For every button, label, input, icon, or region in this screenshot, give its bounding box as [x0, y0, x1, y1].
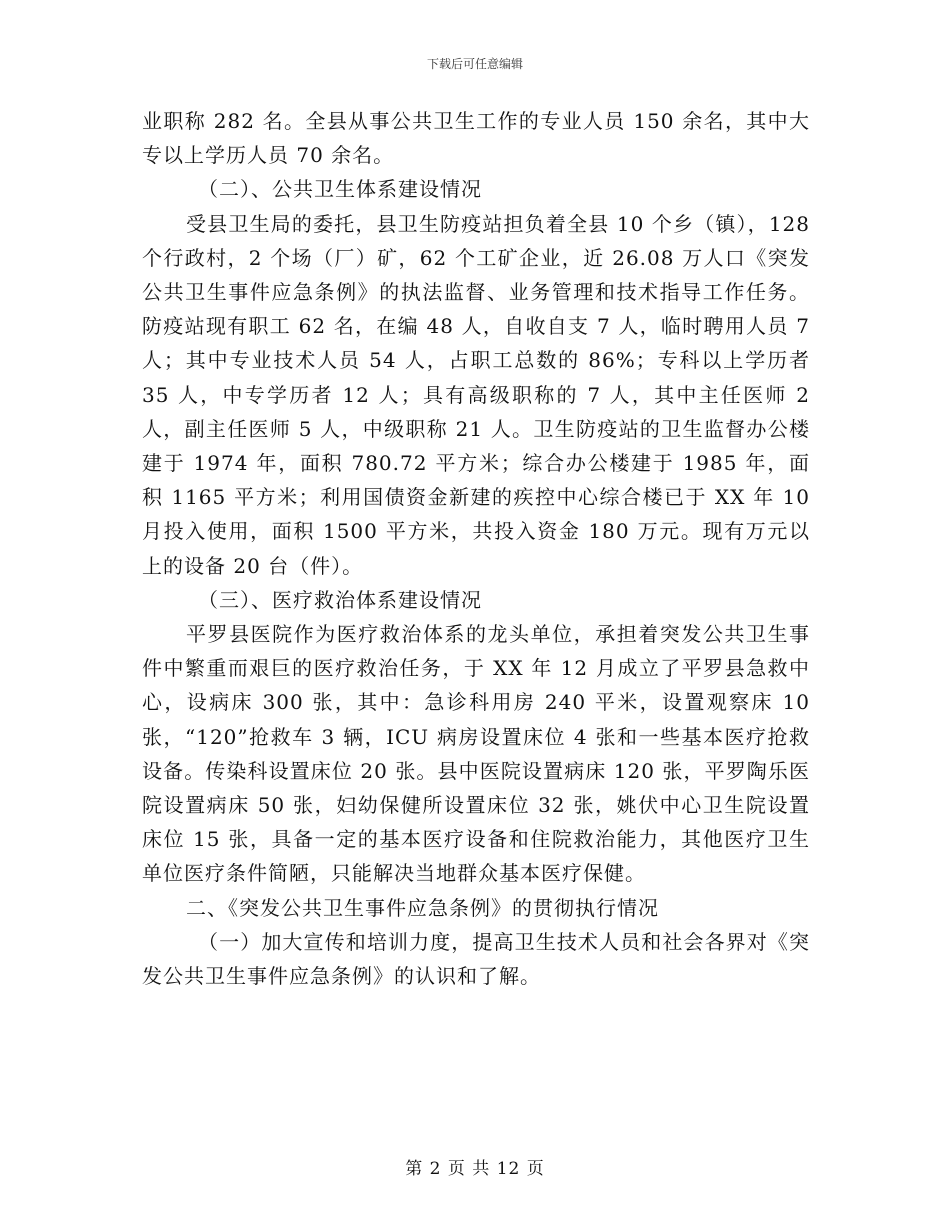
document-body	[142, 104, 810, 993]
paragraph-staff-summary: 业职称 282 名。全县从事公共卫生工作的专业人员 150 余名，其中大专以上学历人员 70 余名。	[142, 109, 810, 168]
section-heading-medical-treatment: （三）、医疗救治体系建设情况	[198, 587, 482, 612]
paragraph-epidemic-station: 受县卫生局的委托，县卫生防疫站担负着全县 10 个乡（镇），128 个行政村，2 个场（厂）矿，62 个工矿企业，近 26.08 万人口《突发公共卫生事件应急条例》的执法监督、业务管理和技术指导工作任务。防疫站现有职工 62 名，在编 48 人，自收自支 7 人，临时聘用人员 7 人；其中专业技术人员 54 人，占职工总数的 86%；专科以上学历者 35 人，中专学历者 12 人；具有高级职称的 7 人，其中主任医师 2 人，副主任医师 5 人，中级职称 21 人。卫生防疫站的卫生监督办公楼建于 1974 年，面积 780.72 平方米；综合办公楼建于 1985 年，面积 1165 平方米；利用国债资金新建的疾控中心综合楼已于 XX 年 10 月投入使用，面积 1500 平方米，共投入资金 180 万元。现有万元以上的设备 20 台（件）。	[142, 211, 810, 578]
page-number: 第 2 页 共 12 页	[405, 1159, 545, 1179]
section-heading-regulation-implementation: 二、《突发公共卫生事件应急条例》的贯彻执行情况	[186, 895, 659, 920]
paragraph-publicity-training: （一）加大宣传和培训力度，提高卫生技术人员和社会各界对《突发公共卫生事件应急条例》的认识和了解。	[142, 929, 810, 989]
paragraph-county-hospital: 平罗县医院作为医疗救治体系的龙头单位，承担着突发公共卫生事件中繁重而艰巨的医疗救治任务，于 XX 年 12 月成立了平罗县急救中心，设病床 300 张，其中：急诊科用房 240 平米，设置观察床 10 张，“120”抢救车 3 辆，ICU 病房设置床位 4 张和一些基本医疗抢救设备。传染科设置床位 20 张。县中医院设置病床 120 张，平罗陶乐医院设置病床 50 张，妇幼保健所设置床位 32 张，姚伏中心卫生院设置床位 15 张，具备一定的基本医疗设备和住院救治能力，其他医疗卫生单位医疗条件简陋，只能解决当地群众基本医疗保健。	[142, 622, 810, 886]
section-heading-public-health: （二）、公共卫生体系建设情况	[198, 177, 482, 202]
page-header-note: 下载后可任意编辑	[426, 57, 523, 71]
